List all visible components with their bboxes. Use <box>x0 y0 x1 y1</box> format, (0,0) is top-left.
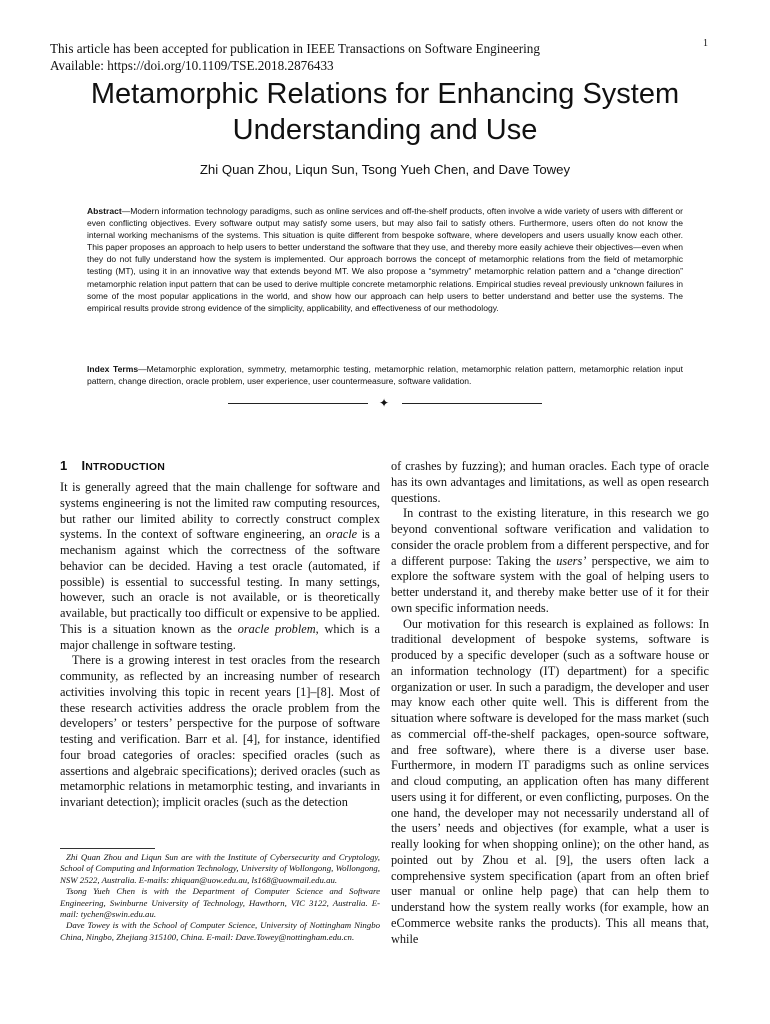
publication-notice-line1: This article has been accepted for publication in IEEE Transactions on Software Engineering <box>50 41 540 56</box>
divider-line-left <box>228 403 368 404</box>
divider-line-right <box>402 403 542 404</box>
footnote: Zhi Quan Zhou and Liqun Sun are with the Institute of Cybersecurity and Cryptology, School of Computing and Information Technology, University of Wollongong, Wollongong, NSW 2522, Australia. E-mails: zhiquan@uow.edu.au, ls168@uowmail.edu.au. <box>60 852 380 885</box>
footnote-rule <box>60 848 155 849</box>
text-run: , which is a major challenge in software testing. <box>60 621 380 652</box>
abstract-label: Abstract <box>87 206 122 216</box>
text-run: is a mechanism against which the correctness of the software behavior can be decided. Having a test oracle (automated, if possible) is essential to successful testing. In many settings, however, such an oracle is not available, or is theoretically available, but practically too difficult or expensive to be applied. This is a situation known as the <box>60 527 380 636</box>
left-column <box>60 480 380 811</box>
index-terms-label: Index Terms <box>87 364 139 374</box>
right-column <box>391 459 709 947</box>
section-title-initial: I <box>81 458 86 473</box>
divider-ornament-icon: ✦ <box>379 396 390 410</box>
section-title-rest: NTRODUCTION <box>85 461 166 473</box>
paragraph: Our motivation for this research is explained as follows: In traditional development of bespoke systems, software is produced by a specific developer (such as a software house or an information technology (IT) department) for a specific organization or user. In such a paradigm, the developer and user may know each other quite well. This is different from the situation where software is developed for the mass market (such as commercial off-the-shelf packages, open-source software, and free software), where there is a diverse user base. Furthermore, in modern IT paradigms such as online services and cloud computing, an application often has many different users using it for different, or even conflicting, purposes. On the one hand, the developer may not necessarily understand all of the users’ needs and objectives (for example, what a user is really looking for when shopping online); on the other hand, as pointed out by Zhou et al. [9], the users often lack a comprehensive system specification (apart from an often brief user manual or online help page) that can help them to understand how the system really works (for example, how an eCommerce website ranks the products). This all means that, while <box>391 616 709 946</box>
paper-title: Metamorphic Relations for Enhancing System Understanding and Use <box>90 78 680 146</box>
doi-link[interactable]: Available: https://doi.org/10.1109/TSE.2018.2876433 <box>50 58 334 73</box>
index-terms-text: —Metamorphic exploration, symmetry, metamorphic testing, metamorphic relation, metamorphic relation pattern, metamorphic relation input pattern, change direction, oracle problem, user experience, user countermeasure, software validation. <box>87 364 684 387</box>
paragraph <box>391 506 709 616</box>
emphasis-users: users’ <box>556 553 587 568</box>
abstract <box>87 205 683 314</box>
paragraph: There is a growing interest in test oracles from the research community, as reflected by an increasing number of research activities involving this topic in recent years [1]–[8]. Most of these research activities address the oracle problem from the developers’ or testers’ perspective for the purpose of software testing and verification. Barr et al. [4], for instance, identified four broad categories of oracles: specified oracles (such as assertions and algebraic specifications); derived oracles (such as metamorphic relations in metamorphic testing, and invariants in invariant detection); implicit oracles (such as the detection <box>60 653 380 809</box>
publication-notice <box>50 40 670 74</box>
paragraph: of crashes by fuzzing); and human oracles. Each type of oracle has its own advantages and limitations, as well as open research questions. <box>391 459 709 505</box>
index-terms <box>87 363 683 387</box>
section-heading <box>60 458 165 473</box>
text-run: In contrast to the existing literature, in this research we go beyond conventional software verification and validation to consider the oracle problem from a different perspective, and for a different purpose: Taking the <box>391 506 709 568</box>
emphasis-oracle-problem: oracle problem <box>237 621 316 636</box>
abstract-text: —Modern information technology paradigms, such as online services and off-the-shelf products, often involve a wide variety of users with different or even conflicting objectives. Every software output may satisfy some users, but may also fail to satisfy others. Furthermore, users often do not know the internal working mechanisms of the systems. This situation is quite different from bespoke software, where developers and users usually know each other. This paper proposes an approach to help users to better understand the software that they use, and thereby more easily achieve their objectives—even when they do not fully understand how the system is implemented. Our approach borrows the concept of metamorphic relations from the field of metamorphic testing (MT), using it in an innovative way that extends beyond MT. We also propose a “symmetry” metamorphic relation pattern and a “change direction” metamorphic relation input pattern that can be used to derive multiple concrete metamorphic relations. Empirical studies reveal previously unknown failures in some of the most popular applications in the world, and show how our approach can help users to better understand and better use the systems. The empirical results provide strong evidence of the simplicity, applicability, and effectiveness of our methodology. <box>87 206 683 313</box>
author-list: Zhi Quan Zhou, Liqun Sun, Tsong Yueh Chen, and Dave Towey <box>199 162 571 177</box>
paragraph <box>60 480 380 653</box>
section-number: 1 <box>60 458 68 473</box>
page-number: 1 <box>703 38 708 49</box>
text-run: perspective, we aim to explore the software system with the goal of helping users to better understand it, and thereby make better use of it for their own specific information needs. <box>391 553 709 615</box>
footnote: Tsong Yueh Chen is with the Department of Computer Science and Software Engineering, Swinburne University of Technology, Hawthorn, VIC 3122, Australia. E-mail: tychen@swin.edu.au. <box>60 886 380 920</box>
author-footnotes <box>60 852 380 943</box>
text-run: It is generally agreed that the main challenge for software and systems engineering is not the limited raw computing resources, but rather our limited ability to correctly construct complex systems. In the context of software engineering, an <box>60 480 380 542</box>
section-divider <box>228 398 542 410</box>
emphasis-oracle: oracle <box>325 527 358 542</box>
footnote: Dave Towey is with the School of Computer Science, University of Nottingham Ningbo China, Ningbo, Zhejiang 315100, China. E-mail: Dave.Towey@nottingham.edu.cn. <box>60 920 380 942</box>
